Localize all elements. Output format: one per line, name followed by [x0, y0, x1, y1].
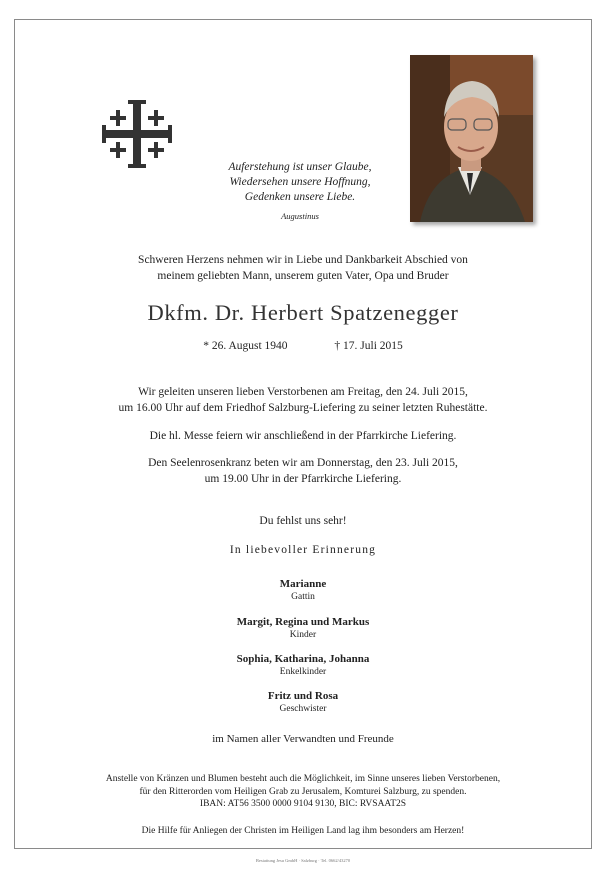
intro-line: meinem geliebten Mann, unserem guten Vater, Opa und Bruder: [157, 270, 449, 282]
footer-line: für den Ritterorden vom Heiligen Grab zu Jerusalem, Komturei Salzburg, zu spenden.: [139, 786, 467, 797]
rosary-line: um 19.00 Uhr in der Pfarrkirche Liefering.: [204, 473, 402, 485]
iban-line: IBAN: AT56 3500 0000 9104 9130, BIC: RVSAAT2S: [199, 799, 407, 809]
quote-author: Augustinus: [281, 211, 319, 221]
relatives-line: im Namen aller Verwandten und Freunde: [212, 733, 394, 745]
family-relation: Kinder: [289, 629, 317, 640]
footer-line: Anstelle von Kränzen und Blumen besteht auch die Möglichkeit, im Sinne unseres lieben Verstorbenen,: [105, 774, 501, 784]
family-relation: Gattin: [291, 591, 315, 602]
rosary-line: Den Seelenrosenkranz beten wir am Donnerstag, den 23. Juli 2015,: [148, 457, 458, 469]
quote-line: Wiedersehen unsere Hoffnung,: [229, 176, 371, 188]
intro-text: [14, 252, 592, 284]
mass-info: Die hl. Messe feiern wir anschließend in der Pfarrkirche Liefering.: [149, 430, 457, 442]
footer-closing: Die Hilfe für Anliegen der Christen im Heiligen Land lag ihm besonders am Herzen!: [141, 826, 465, 836]
closing-phrase: Du fehlst uns sehr!: [259, 515, 347, 527]
funeral-line: Wir geleiten unseren lieben Verstorbenen am Freitag, den 24. Juli 2015,: [138, 386, 468, 398]
funeral-line: um 16.00 Uhr auf dem Friedhof Salzburg-Liefering zu seiner letzten Ruhestätte.: [118, 402, 488, 414]
birth-date: * 26. August 1940: [203, 340, 288, 352]
family-names: Sophia, Katharina, Johanna: [236, 653, 370, 665]
imprint: Bestattung Jesu GmbH · Salzburg · Tel. 0662/43270: [255, 858, 351, 863]
portrait-photo: [410, 55, 533, 222]
rosary-info: [14, 455, 592, 487]
family-names: Margit, Regina und Markus: [236, 616, 370, 628]
family-group: [14, 653, 592, 678]
family-group: [14, 578, 592, 603]
donation-note: [14, 773, 592, 811]
deceased-name: Dkfm. Dr. Herbert Spatzenegger: [147, 300, 459, 325]
family-names: Fritz und Rosa: [267, 690, 339, 702]
family-group: [14, 616, 592, 641]
quote-line: Gedenken unsere Liebe.: [244, 191, 356, 203]
death-date: † 17. Juli 2015: [334, 340, 403, 352]
family-group: [14, 690, 592, 715]
family-names: Marianne: [279, 578, 327, 590]
funeral-info: [14, 384, 592, 416]
intro-line: Schweren Herzens nehmen wir in Liebe und Dankbarkeit Abschied von: [138, 254, 468, 266]
jerusalem-cross-icon: [100, 100, 174, 168]
quote-block: [205, 160, 395, 224]
quote-line: Auferstehung ist unser Glaube,: [228, 161, 372, 173]
family-relation: Enkelkinder: [279, 666, 327, 677]
family-relation: Geschwister: [279, 703, 327, 714]
memory-heading: In liebevoller Erinnerung: [229, 544, 377, 556]
life-dates: [14, 340, 592, 352]
